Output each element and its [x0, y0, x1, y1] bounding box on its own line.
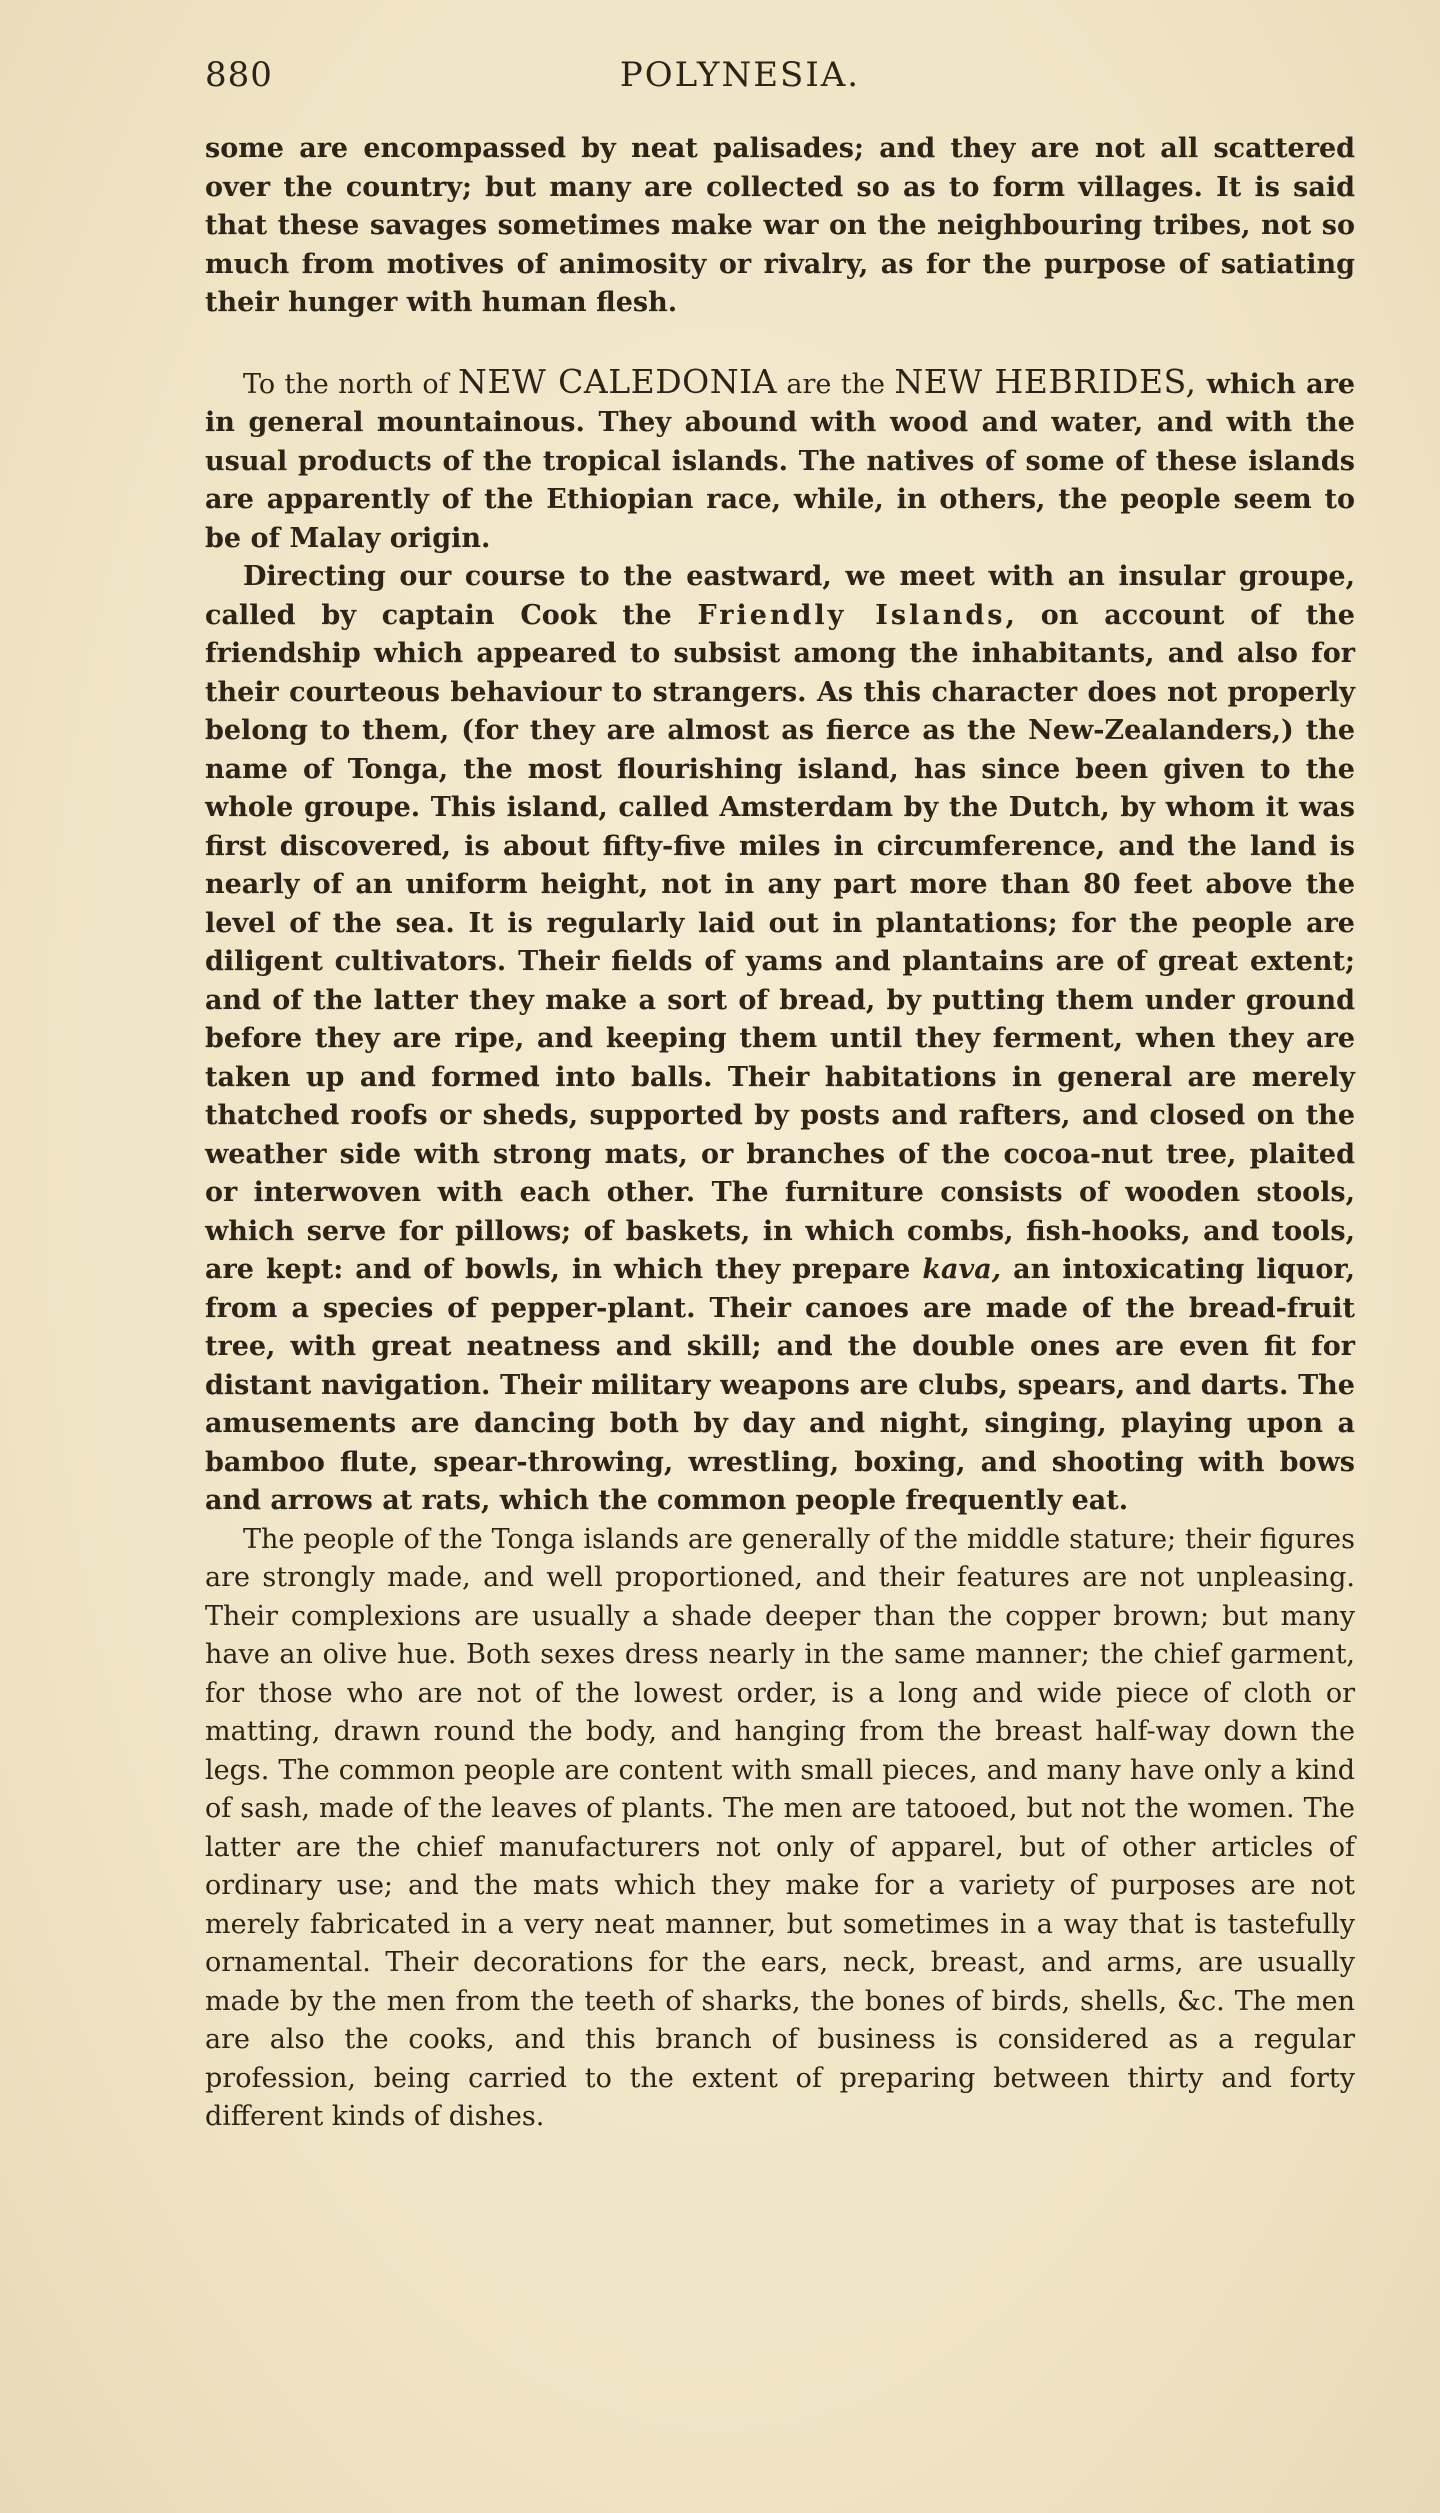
friendly-islands-name: Friendly Islands: [697, 599, 1006, 631]
paragraph-villages: some are encompassed by neat palisades; and they are not all scattered over the country; but many are collected so as to form villages. It is said that these savages sometimes make war on the neighbouring tribes, not so much from motives of animosity or rivalry, as for the purpose of satiating their hunger with human flesh.: [205, 133, 1355, 318]
friendly-islands-rest: , on account of the friendship which appeared to subsist among the inhabitants, and also for their courteous behaviour to strangers. As this character does not properly belong to them, (for they are almost as fierce as the New-Zealanders,) the name of Tonga, the most flourishing island, has since been given to the whole groupe. This island, called Amsterdam by the Dutch, by whom it was first discovered, is about fifty-five miles in circumference, and the land is nearly of an uniform height, not in any part more than 80 feet above the level of the sea. It is regularly laid out in plantations; for the people are diligent cultivators. Their fields of yams and plantains are of great extent; and of the latter they make a sort of bread, by putting them under ground before they are ripe, and keeping them until they ferment, when they are taken up and formed into balls. Their habitations in general are merely thatched roofs or sheds, supported by posts and rafters, and closed on the weather side with strong mats, or branches of the cocoa-nut tree, plaited or interwoven with each other. The furniture consists of wooden stools, which serve for pillows; of baskets, in which combs, fish-hooks, and tools, are kept: and of bowls, in which they prepare: [205, 599, 1355, 1285]
page-header: [205, 55, 1275, 115]
paragraph-friendly-islands: [205, 558, 1355, 1521]
friendly-islands-rest-2: an intoxicating liquor, from a species of pepper-plant. Their canoes are made of the bread-fruit tree, with great neatness and skill; and the double ones are even fit for distant navigation. Their military weapons are clubs, spears, and darts. The amusements are dancing both by day and night, singing, playing upon a bamboo flute, spear-throwing, wrestling, boxing, and shooting with bows and arrows at rats, which the common people frequently eat.: [205, 1254, 1355, 1516]
paragraph-tonga-people: The people of the Tonga islands are generally of the middle stature; their figures are strongly made, and well proportioned, and their features are not unpleasing. Their complexions are usually a shade deeper than the copper brown; but many have an olive hue. Both sexes dress nearly in the same manner; the chief garment, for those who are not of the lowest order, is a long and wide piece of cloth or matting, drawn round the body, and hanging from the breast half-way down the legs. The common people are content with small pieces, and many have only a kind of sash, made of the leaves of plants. The men are tatooed, but not the women. The latter are the chief manufacturers not only of apparel, but of other articles of ordinary use; and the mats which they make for a variety of purposes are not merely fabricated in a very neat manner, but sometimes in a way that is tastefully ornamental. Their decorations for the ears, neck, breast, and arms, are usually made by the men from the teeth of sharks, the bones of birds, shells, &c. The men are also the cooks, and this branch of business is considered as a regular profession, being carried to the extent of preparing between thirty and forty different kinds of dishes.: [205, 1523, 1355, 2132]
new-hebrides-mid: are the: [776, 368, 895, 400]
new-hebrides-rest: which are in general mountainous. They abound with wood and water, and with the usual products of the tropical islands. The natives of some of these islands are apparently of the Ethiopian race, while, in others, the people seem to be of Malay origin.: [205, 368, 1356, 554]
place-new-caledonia: NEW CALEDONIA: [457, 361, 777, 401]
running-title: POLYNESIA.: [619, 55, 861, 95]
new-hebrides-lead: To the north of: [243, 368, 458, 400]
body-text: [205, 130, 1355, 2137]
place-new-hebrides: NEW HEBRIDES,: [894, 361, 1197, 401]
paragraph-new-hebrides: [205, 363, 1355, 559]
friendly-islands-lead: Directing our course to the eastward, we meet with an insular groupe, called by captain Cook the: [205, 561, 1355, 631]
kava-term: kava,: [922, 1254, 1002, 1285]
page-number: 880: [205, 55, 273, 95]
